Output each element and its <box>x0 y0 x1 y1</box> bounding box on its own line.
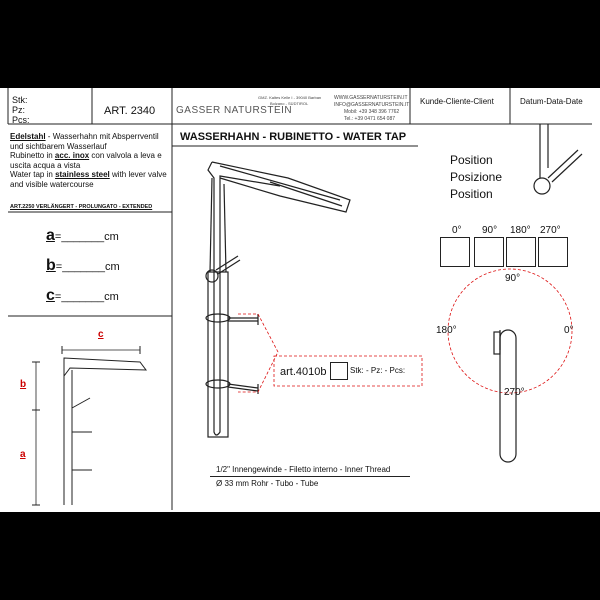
client-field: Kunde-Cliente-Client <box>420 97 494 106</box>
position-label-it: Posizione <box>450 170 503 184</box>
desc-en-a: Water tap in <box>10 170 56 180</box>
dimension-diagram <box>32 346 146 505</box>
diagram-letter-b: b <box>20 379 27 390</box>
tube-note: Ø 33 mm Rohr - Tubo - Tube <box>216 479 319 488</box>
tap-main-drawing <box>206 162 350 437</box>
angle-checkbox-0[interactable] <box>440 237 470 267</box>
dimension-b-letter: b <box>46 257 56 274</box>
stk-label: Stk: <box>12 95 28 105</box>
position-icon <box>534 124 582 194</box>
thread-underline <box>210 476 410 477</box>
angle-checkbox-90[interactable] <box>474 237 504 267</box>
angle-checkbox-270[interactable] <box>538 237 568 267</box>
angle-label-270: 270° <box>540 225 561 236</box>
desc-it-a: Rubinetto in <box>10 151 55 161</box>
dimension-b <box>46 258 120 274</box>
dimension-c-letter: c <box>46 287 55 304</box>
dimension-c-blank: =_______cm <box>54 291 119 303</box>
email: INFO@GASSERNATURSTEIN.IT <box>334 102 410 108</box>
dimension-a-blank: =_______cm <box>54 231 119 243</box>
telephone: Tel.: +39 0471 654 087 <box>344 116 396 122</box>
address-line-1: GMZ. Kaltes Kelle I - 39040 Barban <box>258 95 322 100</box>
angle-label-180: 180° <box>510 225 531 236</box>
website: WWW.GASSERNATURSTEIN.IT <box>334 95 408 101</box>
accessory-checkbox[interactable] <box>330 362 348 380</box>
pz-label: Pz: <box>12 105 26 115</box>
dimension-c <box>46 288 119 304</box>
desc-it-b: con valvola a leva e uscita acqua a vista <box>10 151 162 170</box>
desc-en-b: with lever valve and visible watercourse <box>10 170 167 189</box>
mobile: Mobil: +39 348 396 7762 <box>344 109 400 115</box>
desc-it-bold: acc. inox <box>54 151 90 161</box>
brand-logo: GASSER NATURSTEIN <box>176 105 293 116</box>
article-number: ART. 2340 <box>104 105 156 117</box>
desc-en-bold: stainless steel <box>55 170 110 180</box>
address-line-2: Bolzano - SÜDTIROL <box>270 101 309 106</box>
desc-de-bold: Edelstahl <box>10 132 46 141</box>
circle-label-90: 90° <box>505 273 521 284</box>
diagram-letter-c: c <box>98 329 104 340</box>
diagram-letter-a: a <box>20 449 26 460</box>
desc-de-rest: - Wasserhahn mit Absperrventil und sichtbarem Wasserlauf <box>10 132 159 151</box>
accessory-article: art.4010b <box>280 366 327 378</box>
angle-label-0: 0° <box>452 225 462 236</box>
dimension-a-letter: a <box>46 227 55 244</box>
dimension-a <box>46 228 119 244</box>
pcs-label: Pcs: <box>12 115 30 125</box>
accessory-stk: Stk: - Pz: - Pcs: <box>350 366 406 375</box>
page-title: WASSERHAHN - RUBINETTO - WATER TAP <box>180 131 407 143</box>
circle-label-180: 180° <box>436 325 457 336</box>
angle-checkbox-180[interactable] <box>506 237 536 267</box>
circle-label-0: 0° <box>564 325 574 336</box>
date-field: Datum-Data-Date <box>520 97 583 106</box>
extended-note: ART.2250 VERLÄNGERT - PROLUNGATO - EXTENDED <box>10 204 153 210</box>
angle-label-90: 90° <box>482 225 498 236</box>
description <box>10 132 170 190</box>
circle-label-270: 270° <box>504 387 525 398</box>
position-label-de: Position <box>450 153 493 167</box>
thread-note: 1/2" Innengewinde - Filetto interno - Inner Thread <box>216 465 391 474</box>
dimension-b-blank: =_______cm <box>55 261 120 273</box>
position-label-en: Position <box>450 187 493 201</box>
